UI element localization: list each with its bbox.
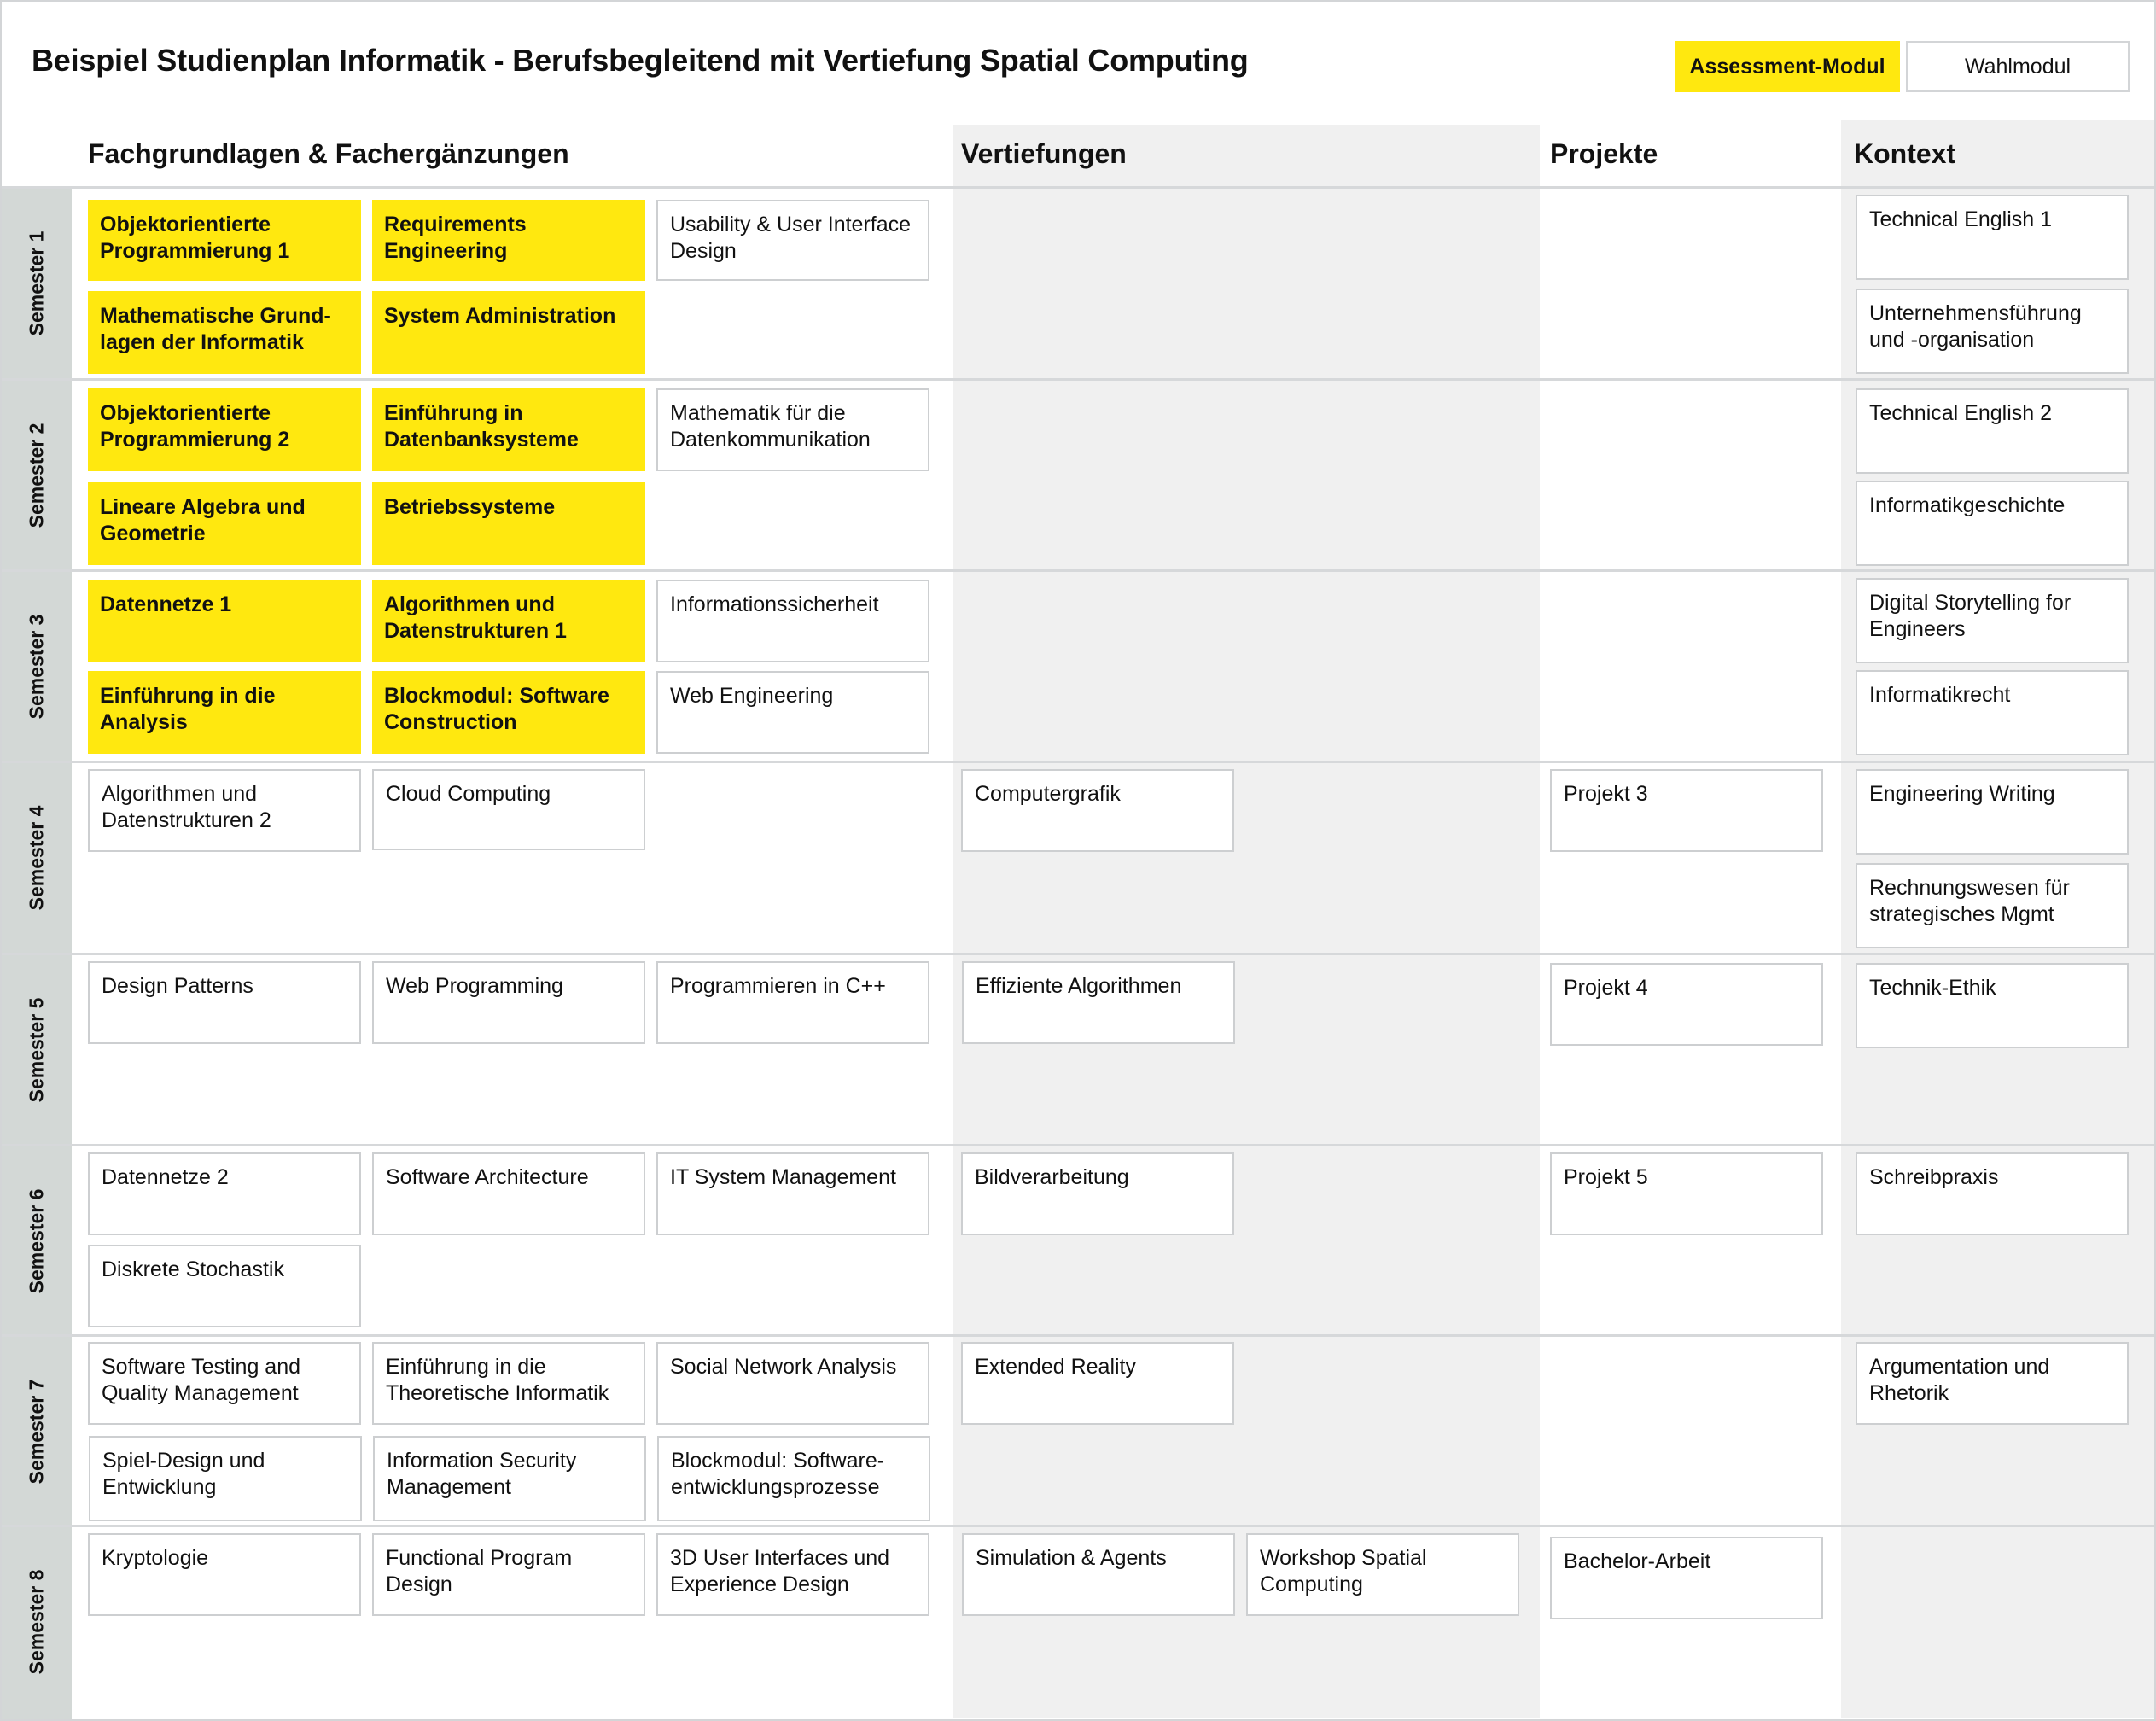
module-card: Projekt 5 <box>1550 1152 1823 1235</box>
module-card: Extended Reality <box>961 1342 1234 1425</box>
module-card: Algorithmen und Datenstrukturen 1 <box>372 580 645 662</box>
module-card: Lineare Algebra und Geometrie <box>88 482 361 565</box>
module-card: Schreibpraxis <box>1856 1152 2129 1235</box>
module-card: Bachelor-Arbeit <box>1550 1537 1823 1619</box>
module-card: Algorithmen und Datenstrukturen 2 <box>88 769 361 852</box>
module-card: Blockmodul: Software Construction <box>372 671 645 754</box>
row-separator <box>2 186 2154 189</box>
module-card: Objektorientierte Programmierung 2 <box>88 388 361 471</box>
module-card: Effiziente Algorithmen <box>962 961 1235 1044</box>
module-card: Projekt 4 <box>1550 963 1823 1046</box>
module-card: Datennetze 2 <box>88 1152 361 1235</box>
module-card: Spiel-Design und Entwicklung <box>89 1436 362 1521</box>
module-card: Bildverarbeitung <box>961 1152 1234 1235</box>
module-card: Software Testing and Quality Management <box>88 1342 361 1425</box>
row-separator <box>2 1144 2154 1146</box>
column-header-projekte: Projekte <box>1550 138 1658 169</box>
module-card: Blockmodul: Software-entwicklungsprozesse <box>657 1436 930 1521</box>
legend-wahlmodul: Wahlmodul <box>1906 41 2130 92</box>
module-card: Usability & User Interface Design <box>656 200 929 281</box>
column-header-kontext: Kontext <box>1854 138 1956 169</box>
module-card: Diskrete Stochastik <box>88 1245 361 1327</box>
semester-label-8: Semester 8 <box>25 1569 48 1675</box>
module-card: Simulation & Agents <box>962 1533 1235 1616</box>
module-card: Einführung in die Theoretische Informatik <box>372 1342 645 1425</box>
module-card: Programmieren in C++ <box>656 961 929 1044</box>
semester-label-4: Semester 4 <box>25 805 48 911</box>
column-header-vertiefungen: Vertiefungen <box>961 138 1127 169</box>
legend-assessment-modul: Assessment-Modul <box>1675 41 1900 92</box>
semester-label-5: Semester 5 <box>25 997 48 1103</box>
module-card: Einführung in die Analysis <box>88 671 361 754</box>
module-card: Technical English 1 <box>1856 195 2129 280</box>
row-separator <box>2 569 2154 572</box>
module-card: IT System Management <box>656 1152 929 1235</box>
module-card: Projekt 3 <box>1550 769 1823 852</box>
module-card: Betriebssysteme <box>372 482 645 565</box>
module-card: Einführung in Datenbanksysteme <box>372 388 645 471</box>
semester-label-1: Semester 1 <box>25 230 48 336</box>
module-card: Cloud Computing <box>372 769 645 850</box>
module-card: Informationssicherheit <box>656 580 929 662</box>
module-card: Argumentation und Rhetorik <box>1856 1342 2129 1425</box>
module-card: Mathematik für die Datenkommunikation <box>656 388 929 471</box>
column-header-fachgrundlagen: Fachgrundlagen & Fachergänzungen <box>88 138 569 169</box>
module-card: Social Network Analysis <box>656 1342 929 1425</box>
module-card: Software Architecture <box>372 1152 645 1235</box>
module-card: Digital Storytelling for Engineers <box>1856 578 2129 663</box>
module-card: Computergrafik <box>961 769 1234 852</box>
semester-label-6: Semester 6 <box>25 1188 48 1294</box>
row-separator <box>2 953 2154 955</box>
module-card: Mathematische Grund-lagen der Informatik <box>88 291 361 374</box>
module-card: Rechnungswesen für strategisches Mgmt <box>1856 863 2129 948</box>
vertiefungen-column-bg <box>953 125 1540 1718</box>
module-card: Informatikrecht <box>1856 670 2129 755</box>
module-card: Requirements Engineering <box>372 200 645 281</box>
module-card: 3D User Interfaces und Experience Design <box>656 1533 929 1616</box>
row-separator <box>2 761 2154 763</box>
semester-label-2: Semester 2 <box>25 423 48 528</box>
module-card: Informatikgeschichte <box>1856 481 2129 566</box>
module-card: Design Patterns <box>88 961 361 1044</box>
module-card: Technical English 2 <box>1856 388 2129 474</box>
module-card: Unternehmensführung und -organisation <box>1856 289 2129 374</box>
row-separator <box>2 378 2154 381</box>
module-card: Workshop Spatial Computing <box>1246 1533 1519 1616</box>
module-card: Web Engineering <box>656 671 929 754</box>
page-title: Beispiel Studienplan Informatik - Berufsbegleitend mit Vertiefung Spatial Computing <box>32 43 1249 78</box>
module-card: Information Security Management <box>373 1436 646 1521</box>
module-card: Technik-Ethik <box>1856 963 2129 1048</box>
module-card: Web Programming <box>372 961 645 1044</box>
semester-label-3: Semester 3 <box>25 614 48 720</box>
module-card: System Administration <box>372 291 645 374</box>
row-separator <box>2 1334 2154 1337</box>
module-card: Objektorientierte Programmierung 1 <box>88 200 361 281</box>
module-card: Engineering Writing <box>1856 769 2129 855</box>
module-card: Datennetze 1 <box>88 580 361 662</box>
module-card: Kryptologie <box>88 1533 361 1616</box>
module-card: Functional Program Design <box>372 1533 645 1616</box>
row-separator <box>2 1525 2154 1527</box>
semester-label-7: Semester 7 <box>25 1379 48 1485</box>
